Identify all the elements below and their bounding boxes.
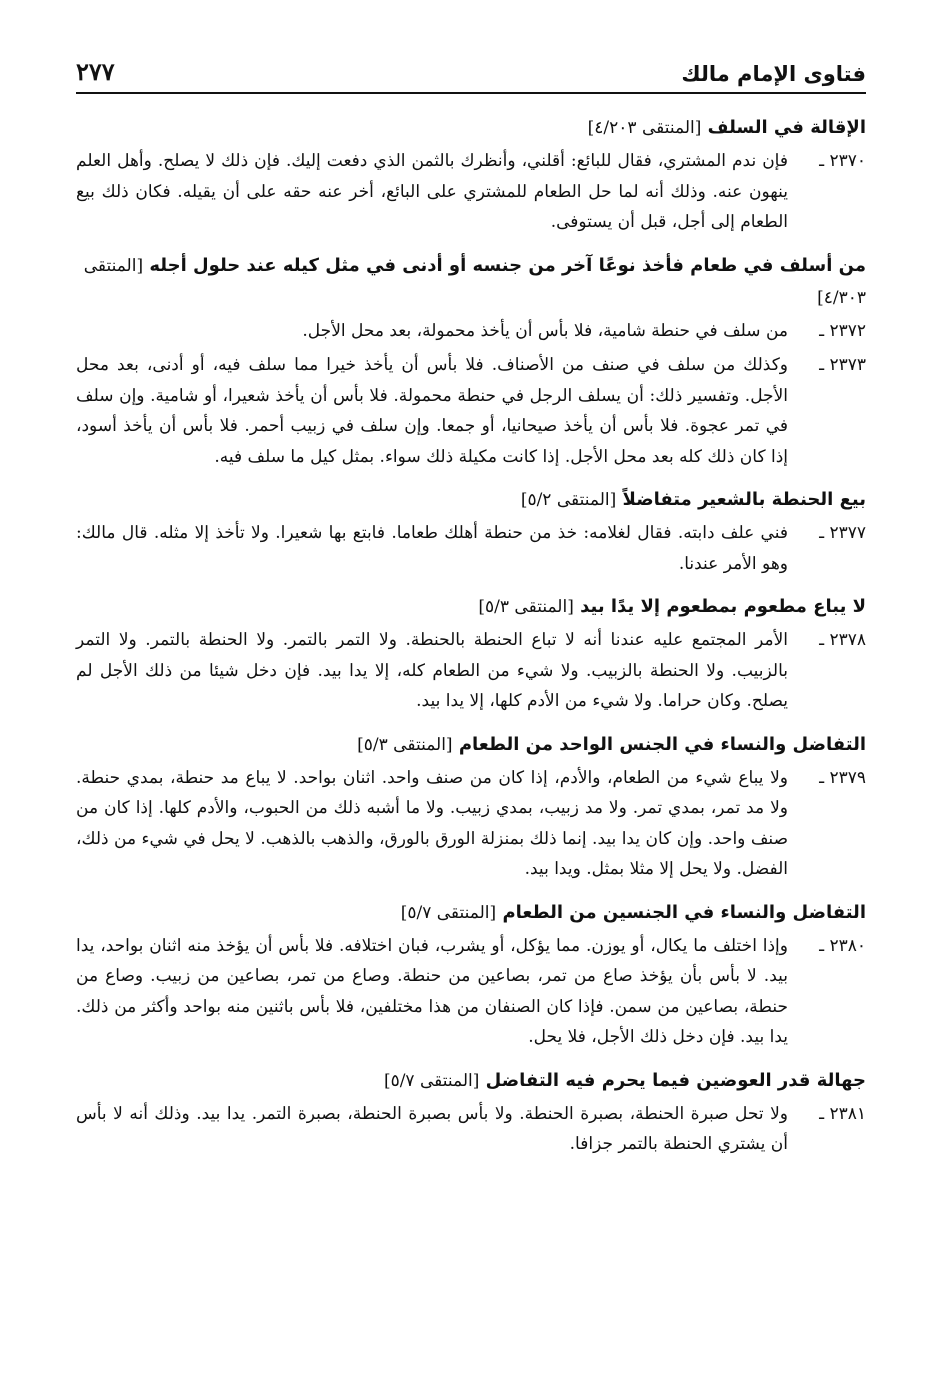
entry-text: وإذا اختلف ما يكال، أو يوزن. مما يؤكل، أو يشرب، فبان اختلافه. فلا بأس أن يؤخذ منه اثنان بواحد، يدا بيد. لا بأس بأن يؤخذ صاع من تمر، بصاعين من حنطة. وصاع من تمر، بصاعين من زبيب. وصاع من حنطة، بصاعين من سمن. فإذا كان الصنفان من هذا مختلفين، فلا بأس باثنين منه بواحد وأكثر من ذلك. يدا بيد. فإن دخل ذلك الأجل، فلا يحل. [76, 935, 788, 1047]
entry-number: ٢٣٧٩ ـ [819, 767, 866, 788]
section-title: من أسلف في طعام فأخذ نوعًا آخر من جنسه أو أدنى في مثل كيله عند حلول أجله [149, 254, 866, 276]
entry-number: ٢٣٧٧ ـ [819, 523, 866, 543]
fatwa-entry [76, 931, 866, 1053]
section-reference: [المنتقى ٤/٢٠٣] [587, 118, 702, 138]
fatwa-entry [76, 1099, 866, 1160]
entry-number: ٢٣٧٣ ـ [819, 355, 866, 375]
section [76, 897, 866, 1053]
book-title: فتاوى الإمام مالك [681, 62, 866, 86]
section-heading [76, 484, 866, 516]
section-title: التفاضل والنساء في الجنس الواحد من الطعام [458, 733, 866, 755]
section [76, 250, 866, 473]
section-title: جهالة قدر العوضين فيما يحرم فيه التفاضل [485, 1069, 866, 1091]
fatwa-entry [76, 518, 866, 579]
entry-text: الأمر المجتمع عليه عندنا أنه لا تباع الحنطة بالحنطة. ولا التمر بالتمر. ولا الحنطة بالتمر. ولا التمر بالزبيب. ولا الحنطة بالزبيب. ولا شيء من الطعام كله، إلا يدا بيد. فإن دخل شيئا من ذلك الأجل لم يصلح. وكان حراما. ولا شيء من الأدم كلها، إلا يدا بيد. [76, 630, 788, 711]
section-heading [76, 112, 866, 144]
entry-text: وكذلك من سلف في صنف من الأصناف. فلا بأس أن يأخذ خيرا مما سلف فيه، أو أدنى، بعد محل الأجل. وتفسير ذلك: أن يسلف الرجل في حنطة محمولة. فلا بأس أن يأخذ شعيرا، أو شامية. وإن سلف في تمر عجوة. فلا بأس أن يأخذ صيحانيا، أو جمعا. وإن سلف في زبيب أحمر. فلا بأس أن يأخذ أسود، إذا كان ذلك كله بعد محل الأجل. إذا كانت مكيلة ذلك سواء. بمثل كيل ما سلف فيه. [76, 355, 788, 467]
section-title: الإقالة في السلف [707, 117, 866, 138]
fatwa-entry [76, 763, 866, 885]
fatwa-entry [76, 146, 866, 238]
section-reference: [المنتقى ٥/٧] [383, 1070, 480, 1091]
entry-number: ٢٣٨٠ ـ [819, 935, 866, 956]
section-reference: [المنتقى ٥/٧] [400, 902, 497, 923]
section-heading [76, 591, 866, 623]
section [76, 112, 866, 238]
section [76, 484, 866, 579]
section-reference: [المنتقى ٥/٣] [357, 734, 453, 755]
fatwa-entry [76, 316, 866, 347]
section [76, 729, 866, 885]
entry-number: ٢٣٧٨ ـ [819, 630, 866, 650]
section-heading [76, 897, 866, 929]
entry-text: ولا تحل صبرة الحنطة، بصبرة الحنطة. ولا بأس بصبرة الحنطة، بصبرة التمر. يدا بيد. وذلك أنه لا بأس أن يشتري الحنطة بالتمر جزافا. [76, 1103, 788, 1154]
section-heading [76, 250, 866, 314]
entry-text: ولا يباع شيء من الطعام، والأدم، إذا كان من صنف واحد. اثنان بواحد. لا يباع مد حنطة، بمدي حنطة. ولا مد تمر، بمدي تمر. ولا مد زبيب، بمدي زبيب. ولا ما أشبه ذلك من الحبوب، والأدم كلها. إذا كان من صنف واحد. وإن كان يدا بيد. إنما ذلك بمنزلة الورق بالورق، والذهب بالذهب. لا يحل في شيء من ذلك، الفضل. ولا يحل إلا مثلا بمثل. ويدا بيد. [76, 767, 788, 879]
section-title: التفاضل والنساء في الجنسين من الطعام [502, 901, 866, 923]
section-title: بيع الحنطة بالشعير متفاضلاً [622, 489, 866, 510]
entry-text: من سلف في حنطة شامية، فلا بأس أن يأخذ محمولة، بعد محل الأجل. [302, 320, 788, 341]
entry-number: ٢٣٨١ ـ [819, 1103, 866, 1124]
entry-text: فني علف دابته. فقال لغلامه: خذ من حنطة أهلك طعاما. فابتع بها شعيرا. ولا تأخذ إلا مثله. قال مالك: وهو الأمر عندنا. [76, 523, 788, 574]
section-title: لا يباع مطعوم بمطعوم إلا يدًا بيد [580, 596, 866, 617]
entry-text: فإن ندم المشتري، فقال للبائع: أقلني، وأنظرك بالثمن الذي دفعت إليك. فإن ذلك لا يصلح. وأهل العلم ينهون عنه. وذلك أنه لما حل الطعام للمشتري على البائع، أخر عنه حقه على أن يقيله. فكان ذلك بيع الطعام إلى أجل، قبل أن يستوفى. [76, 151, 788, 232]
fatwa-entry [76, 625, 866, 717]
section-reference: [المنتقى ٤/٣٠٣] [83, 255, 866, 308]
page-content [76, 112, 866, 1172]
section [76, 591, 866, 717]
section-heading [76, 729, 866, 761]
entry-number: ٢٣٧٢ ـ [819, 320, 866, 341]
entry-number: ٢٣٧٠ ـ [819, 151, 866, 171]
section-reference: [المنتقى ٥/٣] [478, 597, 574, 617]
page-number: ٢٧٧ [76, 57, 115, 86]
fatwa-entry [76, 350, 866, 472]
section-heading [76, 1065, 866, 1097]
page-header [76, 46, 866, 94]
section-reference: [المنتقى ٥/٢] [520, 490, 617, 510]
section [76, 1065, 866, 1160]
